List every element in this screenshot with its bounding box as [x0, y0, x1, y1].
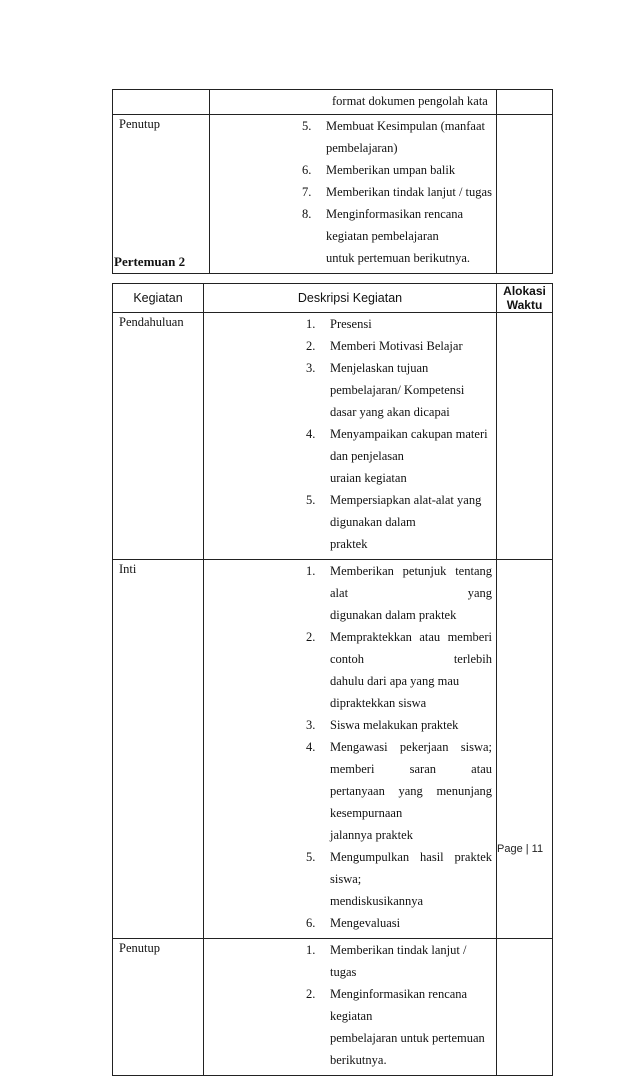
activity-list [306, 939, 492, 1071]
table-header-row [113, 284, 553, 313]
list-item [306, 912, 492, 934]
item-number [306, 890, 330, 912]
item-number: 8. [302, 207, 312, 221]
item-text: dahulu dari apa yang mau dipraktekkan siswa [330, 674, 460, 710]
list-item [302, 203, 492, 247]
page-number: Page | 11 [497, 843, 544, 855]
list-item [302, 115, 492, 159]
list-item [306, 824, 492, 846]
row-label: Pendahuluan [119, 315, 184, 329]
list-item [306, 423, 492, 467]
item-number [306, 1027, 330, 1071]
item-number [306, 604, 330, 626]
item-number: 1. [306, 564, 316, 578]
item-number: 3. [306, 718, 316, 732]
item-text: uraian kegiatan [330, 471, 407, 485]
list-item [306, 533, 492, 555]
item-number: 6. [306, 916, 316, 930]
item-text: Menginformasikan rencana kegiatan pembelajaran [326, 207, 464, 243]
item-number: 1. [306, 943, 316, 957]
list-item [306, 335, 492, 357]
list-item [306, 626, 492, 670]
header-deskripsi: Deskripsi Kegiatan [204, 284, 497, 313]
item-text: dasar yang akan dicapai [330, 405, 450, 419]
list-item [306, 560, 492, 604]
list-item [306, 489, 492, 533]
item-number: 5. [306, 493, 316, 507]
item-number [306, 780, 330, 824]
item-text: jalannya praktek [330, 828, 413, 842]
item-number [306, 824, 330, 846]
kegiatan-cell [113, 115, 210, 274]
deskripsi-cell [204, 939, 497, 1076]
item-text: Mengevaluasi [330, 916, 401, 930]
kegiatan-cell [113, 939, 204, 1076]
list-item [306, 401, 492, 423]
item-text: Menginformasikan rencana kegiatan [330, 987, 468, 1023]
list-item [306, 736, 492, 780]
item-number: 5. [306, 850, 316, 864]
item-number: 5. [302, 119, 312, 133]
item-text: Siswa melakukan praktek [330, 718, 459, 732]
item-text: pertanyaan yang menunjang kesempurnaan [330, 784, 492, 820]
item-number [306, 533, 330, 555]
list-item [302, 247, 492, 269]
continuation-text: format dokumen pengolah kata [332, 94, 488, 108]
item-text: Mengumpulkan hasil praktek siswa; [330, 850, 492, 886]
list-item [306, 357, 492, 401]
list-item [302, 159, 492, 181]
table-body [113, 313, 553, 1076]
item-number [306, 670, 330, 714]
row-label: Penutup [119, 117, 160, 131]
item-number: 4. [306, 427, 316, 441]
deskripsi-cell [210, 90, 497, 115]
item-text: digunakan dalam praktek [330, 608, 457, 622]
item-number: 1. [306, 317, 316, 331]
item-number: 2. [306, 339, 316, 353]
list-item [306, 939, 492, 983]
activity-list [302, 115, 492, 269]
item-text: Menyampaikan cakupan materi dan penjelasan [330, 427, 488, 463]
kegiatan-cell [113, 313, 204, 560]
activity-list [306, 313, 492, 555]
item-number [302, 247, 326, 269]
item-text: Memberikan tindak lanjut / tugas [330, 943, 467, 979]
kegiatan-cell [113, 90, 210, 115]
list-item [306, 1027, 492, 1071]
item-number: 2. [306, 630, 316, 644]
kegiatan-cell [113, 560, 204, 939]
item-number [306, 401, 330, 423]
deskripsi-cell [204, 313, 497, 560]
row-label: Inti [119, 562, 137, 576]
alokasi-cell [497, 90, 553, 115]
header-alokasi: Alokasi Waktu [497, 284, 553, 313]
item-text: Presensi [330, 317, 372, 331]
list-item [306, 670, 492, 714]
item-text: Membuat Kesimpulan (manfaat pembelajaran) [326, 119, 485, 155]
item-text: mendiskusikannya [330, 894, 424, 908]
item-text: Memberikan umpan balik [326, 163, 456, 177]
header-kegiatan: Kegiatan [113, 284, 204, 313]
table-row [113, 90, 553, 115]
item-number: 3. [306, 361, 316, 375]
list-item [306, 846, 492, 890]
section-title: Pertemuan 2 [114, 254, 186, 269]
table-row [113, 313, 553, 560]
activity-table-continued [112, 89, 553, 274]
row-label: Penutup [119, 941, 160, 955]
item-text: untuk pertemuan berikutnya. [326, 251, 471, 265]
list-item [302, 181, 492, 203]
deskripsi-cell [204, 560, 497, 939]
item-text: Memberi Motivasi Belajar [330, 339, 463, 353]
item-text: Menjelaskan tujuan pembelajaran/ Kompetensi [330, 361, 465, 397]
table-row [113, 560, 553, 939]
deskripsi-cell [210, 115, 497, 274]
table-row [113, 939, 553, 1076]
list-item [306, 313, 492, 335]
item-text: Mengawasi pekerjaan siswa; memberi saran atau [330, 740, 492, 776]
list-item [306, 467, 492, 489]
item-text: praktek [330, 537, 368, 551]
item-text: Mempraktekkan atau memberi contoh terlebih [330, 630, 492, 666]
list-item [306, 890, 492, 912]
item-number: 7. [302, 185, 312, 199]
alokasi-cell [497, 115, 553, 274]
activity-list [306, 560, 492, 934]
list-item [306, 714, 492, 736]
alokasi-cell [497, 939, 553, 1076]
activity-table [112, 283, 553, 1076]
item-number: 4. [306, 740, 316, 754]
item-text: Memberikan tindak lanjut / tugas [326, 185, 492, 199]
list-item [306, 983, 492, 1027]
item-text: pembelajaran untuk pertemuan berikutnya. [330, 1031, 485, 1067]
table-row [113, 115, 553, 274]
list-item [306, 780, 492, 824]
item-text: Memberikan petunjuk tentang alat yang [330, 564, 492, 600]
item-number: 6. [302, 163, 312, 177]
alokasi-cell [497, 313, 553, 560]
item-number [306, 467, 330, 489]
item-text: Mempersiapkan alat-alat yang digunakan dalam [330, 493, 482, 529]
alokasi-cell [497, 560, 553, 939]
item-number: 2. [306, 987, 316, 1001]
list-item [306, 604, 492, 626]
